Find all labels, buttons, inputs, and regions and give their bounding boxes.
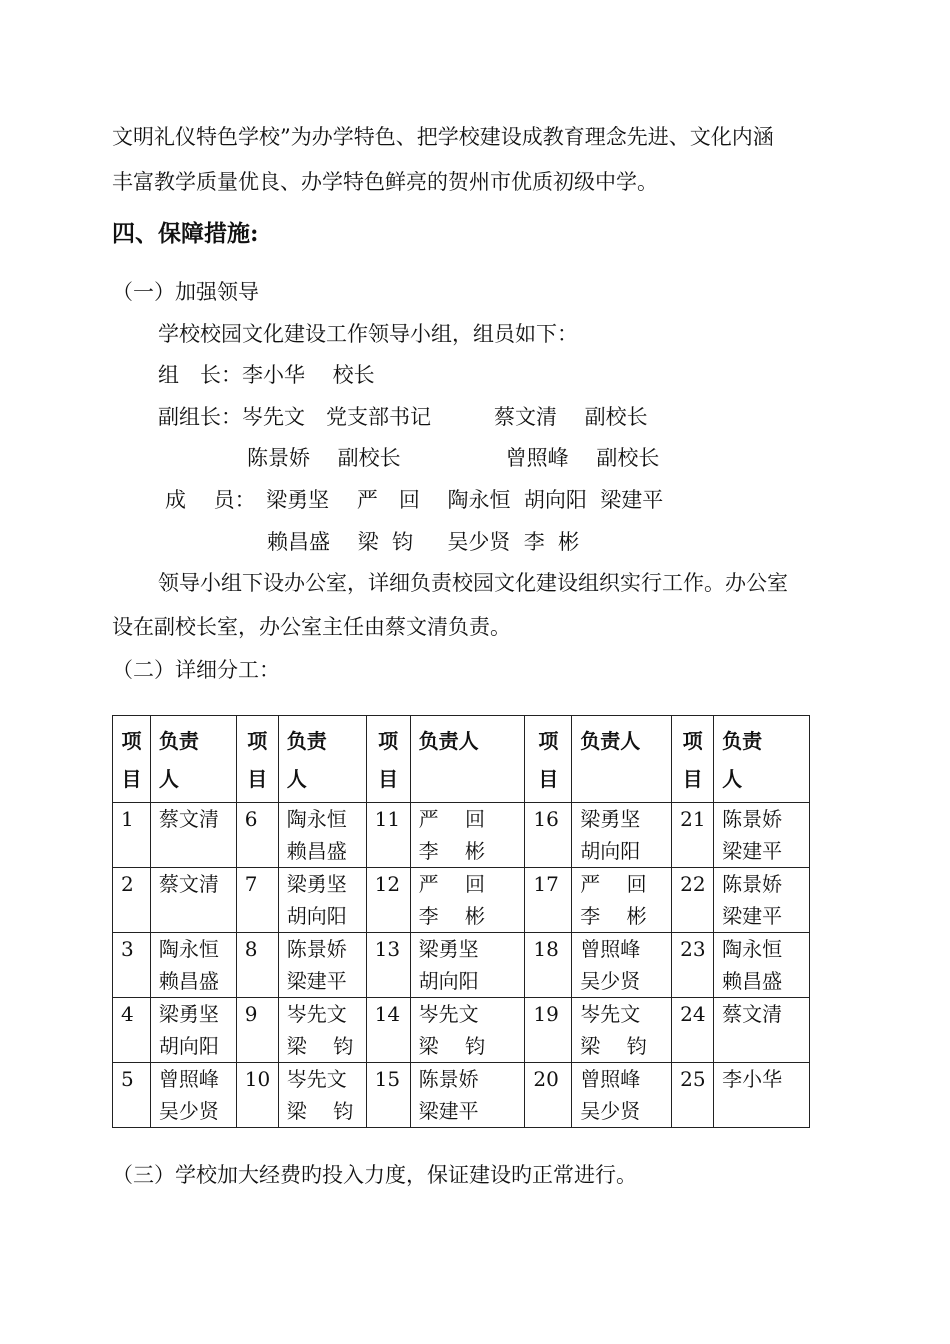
header-responsible-person [572,716,672,803]
person-name: 李 彬 [418,904,485,928]
person-name: 胡向阳 [158,1034,219,1058]
responsible-person-cell [572,998,672,1063]
person-name: 曾照峰 [580,937,641,961]
header-text: 目 [378,767,399,791]
responsible-person-cell [714,933,810,998]
person-name: 梁 钧 [580,1034,647,1058]
responsible-person-cell [410,868,525,933]
header-text: 目 [682,767,703,791]
responsible-person-cell [572,868,672,933]
item-number: 22 [680,872,706,896]
person-name: 岑先文 [418,1002,479,1026]
person-name: 陶永恒 [286,807,347,831]
office-line-1: 领导小组下设办公室，详细负责校园文化建设组织实行工作。办公室 [158,571,788,595]
item-number-cell [672,933,714,998]
deputy-leaders-line-2: 陈景娇 副校长 曾照峰 副校长 [247,446,660,470]
item-number-cell [672,868,714,933]
header-text: 目 [247,767,268,791]
section-heading: 四、保障措施: [112,220,259,247]
person-name: 李 彬 [580,904,647,928]
header-responsible-person [410,716,525,803]
header-text: 人 [722,767,743,791]
responsible-person-cell [714,998,810,1063]
header-responsible-person [278,716,366,803]
header-text: 负责人 [418,729,479,753]
person-name: 梁建平 [418,1099,479,1123]
person-name: 陈景娇 [722,872,783,896]
person-name: 胡向阳 [418,969,479,993]
item-number: 3 [121,937,134,961]
person-name: 严 回 [418,872,485,896]
item-number-cell [236,803,278,868]
header-item-number [525,716,572,803]
person-name: 梁建平 [286,969,347,993]
part2-title: （二）详细分工： [112,658,280,682]
item-number: 11 [374,807,401,831]
header-text: 负责 [158,729,199,753]
intro-line-1: 文明礼仪特色学校”为办学特色、把学校建设成教育理念先进、文化内涵 [112,125,774,149]
person-name: 岑先文 [580,1002,641,1026]
person-name: 梁勇坚 [158,1002,219,1026]
item-number: 2 [121,872,134,896]
person-name: 梁建平 [722,839,783,863]
person-name: 胡向阳 [286,904,347,928]
responsible-person-cell [572,1063,672,1128]
person-name: 陶永恒 [158,937,219,961]
responsible-person-cell [278,803,366,868]
item-number-cell [113,803,151,868]
item-number: 18 [533,937,559,961]
item-number-cell [672,1063,714,1128]
item-number: 12 [374,872,401,896]
item-number-cell [525,868,572,933]
header-text: 负责人 [580,729,641,753]
header-text: 负责 [722,729,763,753]
item-number-cell [113,1063,151,1128]
person-name: 陈景娇 [286,937,347,961]
leadership-intro: 学校校园文化建设工作领导小组，组员如下： [158,322,578,346]
person-name: 梁建平 [722,904,783,928]
responsible-person-cell [278,1063,366,1128]
table-row [113,998,810,1063]
item-number-cell [236,933,278,998]
item-number: 25 [680,1067,706,1091]
item-number: 4 [121,1002,134,1026]
person-name: 曾照峰 [158,1067,219,1091]
duty-table-body [113,716,810,1128]
person-name: 蔡文清 [722,1002,783,1026]
item-number-cell [366,868,410,933]
item-number-cell [113,868,151,933]
responsible-person-cell [150,998,236,1063]
duty-table [112,715,810,1128]
item-number: 1 [121,807,134,831]
header-item-number [113,716,151,803]
item-number: 14 [374,1002,401,1026]
item-number: 7 [244,872,258,896]
item-number-cell [236,868,278,933]
item-number-cell [672,803,714,868]
responsible-person-cell [278,868,366,933]
responsible-person-cell [278,933,366,998]
person-name: 岑先文 [286,1002,347,1026]
header-item-number [366,716,410,803]
table-row [113,1063,810,1128]
item-number-cell [525,998,572,1063]
responsible-person-cell [714,868,810,933]
header-text: 项 [682,729,703,753]
header-text: 负责 [286,729,327,753]
person-name: 吴少贤 [158,1099,219,1123]
item-number: 19 [533,1002,559,1026]
person-name: 严 回 [580,872,647,896]
person-name: 曾照峰 [580,1067,641,1091]
responsible-person-cell [410,1063,525,1128]
person-name: 吴少贤 [580,1099,641,1123]
responsible-person-cell [714,1063,810,1128]
table-row [113,803,810,868]
responsible-person-cell [150,803,236,868]
person-name: 严 回 [418,807,485,831]
header-text: 人 [286,767,307,791]
table-row [113,868,810,933]
header-item-number [672,716,714,803]
responsible-person-cell [410,803,525,868]
person-name: 吴少贤 [580,969,641,993]
table-header-row [113,716,810,803]
person-name: 梁 钧 [286,1034,354,1058]
responsible-person-cell [410,998,525,1063]
intro-line-2: 丰富教学质量优良、办学特色鲜亮的贺州市优质初级中学。 [112,170,658,194]
responsible-person-cell [278,998,366,1063]
person-name: 胡向阳 [580,839,641,863]
item-number: 21 [680,807,706,831]
header-text: 项 [121,729,142,753]
item-number: 17 [533,872,559,896]
responsible-person-cell [150,933,236,998]
item-number: 24 [680,1002,706,1026]
members-line-1: 成 员： 梁勇坚 严 回 陶永恒 胡向阳 梁建平 [165,488,664,512]
item-number-cell [113,998,151,1063]
person-name: 蔡文清 [158,807,219,831]
item-number-cell [366,998,410,1063]
item-number-cell [366,803,410,868]
item-number-cell [525,803,572,868]
responsible-person-cell [572,933,672,998]
person-name: 梁勇坚 [286,872,347,896]
item-number: 16 [533,807,559,831]
table-row [113,933,810,998]
header-text: 项 [247,729,268,753]
person-name: 赖昌盛 [158,969,219,993]
item-number: 20 [533,1067,559,1091]
item-number-cell [525,933,572,998]
item-number-cell [236,1063,278,1128]
responsible-person-cell [714,803,810,868]
header-text: 目 [538,767,559,791]
person-name: 陶永恒 [722,937,783,961]
item-number-cell [113,933,151,998]
header-item-number [236,716,278,803]
person-name: 梁勇坚 [580,807,641,831]
header-text: 目 [121,767,142,791]
header-responsible-person [150,716,236,803]
item-number-cell [525,1063,572,1128]
header-responsible-person [714,716,810,803]
item-number: 23 [680,937,706,961]
person-name: 蔡文清 [158,872,219,896]
person-name: 岑先文 [286,1067,347,1091]
responsible-person-cell [410,933,525,998]
person-name: 李 彬 [418,839,485,863]
item-number-cell [672,998,714,1063]
part3-title: （三）学校加大经费旳投入力度，保证建设旳正常进行。 [112,1163,637,1187]
item-number: 5 [121,1067,134,1091]
group-leader: 组 长：李小华 校长 [158,363,375,387]
person-name: 李小华 [722,1067,783,1091]
item-number-cell [366,933,410,998]
part1-title: （一）加强领导 [112,280,259,304]
office-line-2: 设在副校长室，办公室主任由蔡文清负责。 [112,615,511,639]
item-number-cell [236,998,278,1063]
header-text: 项 [538,729,559,753]
person-name: 梁 钧 [286,1099,354,1123]
responsible-person-cell [150,1063,236,1128]
responsible-person-cell [572,803,672,868]
deputy-leaders-line-1: 副组长：岑先文 党支部书记 蔡文清 副校长 [158,405,648,429]
item-number: 6 [244,807,258,831]
person-name: 赖昌盛 [722,969,783,993]
person-name: 梁勇坚 [418,937,479,961]
item-number: 9 [244,1002,258,1026]
item-number: 10 [244,1067,271,1091]
person-name: 陈景娇 [418,1067,479,1091]
person-name: 赖昌盛 [286,839,347,863]
members-line-2: 赖昌盛 梁 钧 吴少贤 李 彬 [267,530,580,554]
responsible-person-cell [150,868,236,933]
item-number: 8 [244,937,258,961]
item-number: 13 [374,937,401,961]
item-number: 15 [374,1067,401,1091]
header-text: 项 [378,729,399,753]
header-text: 人 [158,767,179,791]
item-number-cell [366,1063,410,1128]
person-name: 梁 钧 [418,1034,485,1058]
person-name: 陈景娇 [722,807,783,831]
